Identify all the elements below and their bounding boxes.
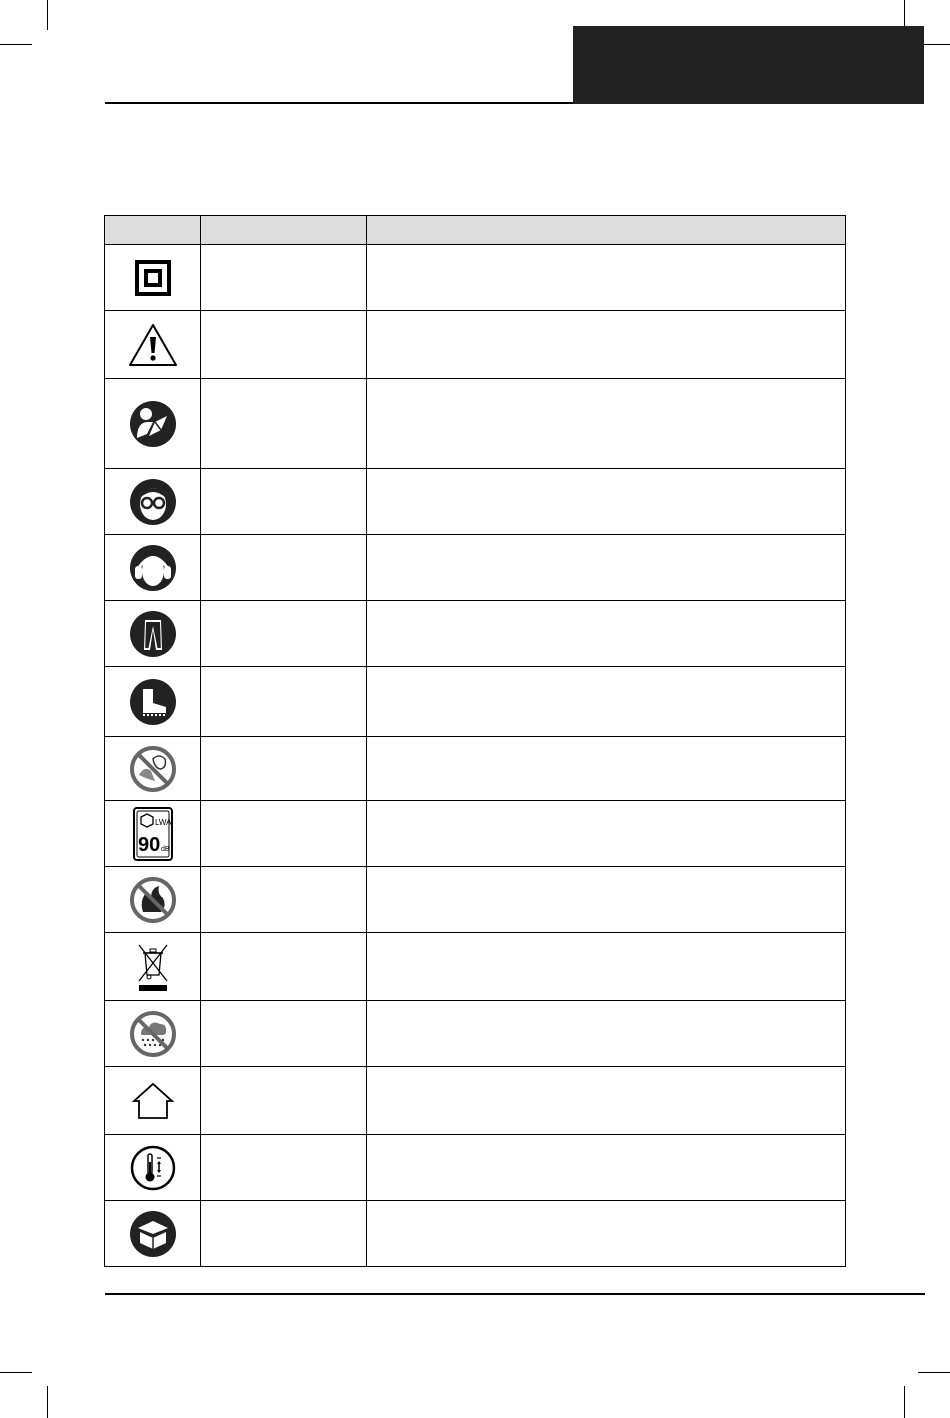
symbol-name	[201, 1067, 367, 1135]
crop-mark	[918, 1372, 950, 1373]
crop-mark	[904, 1386, 905, 1418]
symbol-name	[201, 667, 367, 737]
icon-cell	[105, 867, 201, 933]
crop-mark	[47, 1386, 48, 1418]
icon-cell	[105, 1135, 201, 1201]
header-symbol	[105, 216, 201, 245]
crop-mark	[0, 1372, 32, 1373]
icon-cell	[105, 245, 201, 311]
table-row	[105, 1201, 846, 1267]
symbol-name	[201, 379, 367, 469]
ear-protection-icon	[129, 544, 177, 592]
symbol-name	[201, 469, 367, 535]
symbol-name	[201, 535, 367, 601]
table-header-row	[105, 216, 846, 245]
table-row	[105, 667, 846, 737]
table-row	[105, 933, 846, 1001]
icon-cell	[105, 667, 201, 737]
table-row	[105, 737, 846, 801]
symbol-name	[201, 933, 367, 1001]
symbol-description	[367, 1067, 846, 1135]
header-name	[201, 216, 367, 245]
symbol-description	[367, 311, 846, 379]
table-row	[105, 601, 846, 667]
double-insulation-icon	[135, 260, 171, 296]
protective-trousers-icon	[129, 610, 177, 658]
table-row	[105, 535, 846, 601]
lwa-label: LWA	[154, 817, 171, 827]
table-row	[105, 379, 846, 469]
symbol-name	[201, 737, 367, 801]
warning-triangle-icon	[127, 322, 179, 368]
icon-cell	[105, 801, 201, 867]
temperature-icon	[129, 1144, 177, 1192]
sound-power-icon	[133, 807, 173, 861]
table-row	[105, 311, 846, 379]
icon-cell	[105, 601, 201, 667]
weee-bin-icon	[133, 941, 173, 993]
symbol-description	[367, 801, 846, 867]
table-row	[105, 1067, 846, 1135]
symbol-name	[201, 1001, 367, 1067]
symbol-description	[367, 245, 846, 311]
icon-cell	[105, 535, 201, 601]
dust-protection-icon	[129, 1210, 177, 1258]
icon-cell	[105, 1201, 201, 1267]
symbol-name	[201, 245, 367, 311]
icon-cell	[105, 737, 201, 801]
symbol-description	[367, 737, 846, 801]
header-description	[367, 216, 846, 245]
symbol-description	[367, 379, 846, 469]
table-row	[105, 801, 846, 867]
symbol-description	[367, 1001, 846, 1067]
icon-cell	[105, 1067, 201, 1135]
symbol-description	[367, 469, 846, 535]
no-thrown-objects-icon	[129, 745, 177, 793]
symbol-name	[201, 801, 367, 867]
lwa-value: 90	[137, 833, 160, 856]
symbol-description	[367, 535, 846, 601]
header-tab	[573, 26, 924, 104]
icon-cell	[105, 1001, 201, 1067]
crop-mark	[47, 0, 48, 30]
symbol-description	[367, 601, 846, 667]
symbols-table	[104, 215, 846, 1267]
table-row	[105, 1001, 846, 1067]
table-row	[105, 469, 846, 535]
icon-cell	[105, 311, 201, 379]
read-manual-icon	[129, 400, 177, 448]
symbol-name	[201, 1201, 367, 1267]
symbol-name	[201, 867, 367, 933]
safety-boots-icon	[129, 678, 177, 726]
icon-cell	[105, 379, 201, 469]
symbol-description	[367, 667, 846, 737]
symbol-description	[367, 1135, 846, 1201]
eye-protection-icon	[129, 478, 177, 526]
symbol-description	[367, 867, 846, 933]
footer-rule	[105, 1293, 925, 1295]
symbol-name	[201, 601, 367, 667]
no-rain-icon	[129, 1010, 177, 1058]
indoor-use-icon	[131, 1081, 175, 1121]
crop-mark	[0, 44, 32, 45]
symbol-description	[367, 933, 846, 1001]
header-rule	[105, 102, 573, 104]
icon-cell	[105, 469, 201, 535]
symbol-name	[201, 1135, 367, 1201]
table-row	[105, 1135, 846, 1201]
icon-cell	[105, 933, 201, 1001]
symbol-description	[367, 1201, 846, 1267]
symbol-name	[201, 311, 367, 379]
table-row	[105, 245, 846, 311]
table-row	[105, 867, 846, 933]
no-fire-icon	[129, 876, 177, 924]
lwa-unit: dB	[160, 845, 170, 853]
